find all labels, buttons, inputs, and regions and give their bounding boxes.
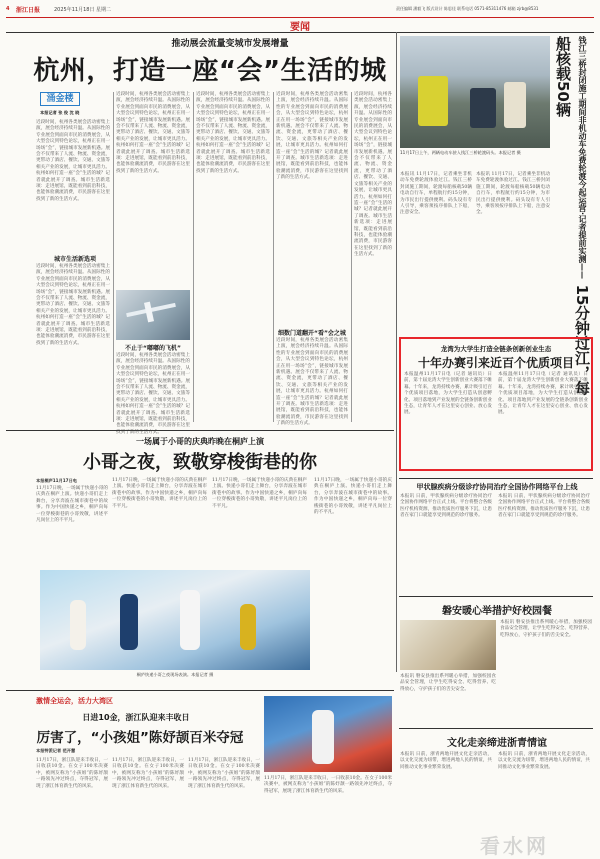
mid-body-col4: 11月17日晚，一场属于快递小哥的庆典在桐庐上演。快递小哥们走上舞台，分享奔波在城市街巷中的故事。作为中国快递之乡，桐庐向每一位穿梭街巷的小哥致敬，讲述平凡岗位上的不平凡。 bbox=[314, 478, 392, 516]
boxed-body-col1: 本报温州11月17日电（记者 通讯员）日前，第十届龙湾大学生创新创业大赛落下帷幕。十年来，龙湾持续办赛，累计吸引近百个优质项目落地，为大学生打造从创意孵化、项目落地到产业发展的全链条创新创业生态，让青年人才在这里安心创业、放心发展。 bbox=[404, 372, 492, 416]
culture-headline: 文化走亲缔进浙青情谊 bbox=[447, 738, 547, 749]
thyroid-body-col2: 本报讯 日前，甲状腺疾病分级诊疗协同治疗全国协作网络平台正式上线。平台将整合各级医疗机构资源，推动优质医疗服务下沉，让患者在家门口就能享受到规范的诊疗服务。 bbox=[498, 494, 590, 519]
mid-stage-photo bbox=[40, 570, 310, 670]
mid-body-col3: 11月17日晚，一场属于快递小哥的庆典在桐庐上演。快递小哥们走上舞台，分享奔波在城市街巷中的故事。作为中国快递之乡，桐庐向每一位穿梭街巷的小哥致敬，讲述平凡岗位上的不平凡。 bbox=[212, 478, 307, 509]
story1-col1: 近段时间，杭州各类展会活动密集上演，展会经济持续升温。从国际性的专业展会到面向市民的消费展会，从大型会议到特色论坛，杭州正在用一场场“会”，链接城市发展新机遇。展会不仅带来了人流、物流、资金流，更带动了酒店、餐饮、交通、文旅等相关产业的发展，让城市更具活力。杭州如何打造一座“会”生活的城？记者就此展开了调查。城市生活新选项：走进展馆，既能看到前沿科技，也能体验潮流消费，市民游客在这里找到了新的生活方式。 bbox=[36, 120, 110, 202]
story1-byline: 本报记者 张 俊 沈 晓 bbox=[40, 110, 80, 115]
mid-headline: 小哥之夜，致敬穿梭街巷的你 bbox=[83, 452, 317, 473]
badge-label: 涌金楼 bbox=[46, 94, 74, 104]
ferry-photo bbox=[400, 36, 550, 148]
column-badge bbox=[40, 92, 80, 106]
bottom-kicker bbox=[36, 696, 186, 706]
thyroid-body-col1: 本报讯 日前，甲状腺疾病分级诊疗协同治疗全国协作网络平台正式上线。平台将整合各级医疗机构资源，推动优质医疗服务下沉，让患者在家门口就能享受到规范的诊疗服务。 bbox=[400, 494, 492, 519]
section-title: 要闻 bbox=[290, 22, 310, 33]
mid-body-col2: 11月17日晚，一场属于快递小哥的庆典在桐庐上演。快递小哥们走上舞台，分享奔波在城市街巷中的故事。作为中国快递之乡，桐庐向每一位穿梭街巷的小哥致敬，讲述平凡岗位上的不平凡。 bbox=[112, 478, 207, 509]
boxed-headline: 十年办赛引来近百个优质项目 bbox=[417, 356, 574, 370]
ferry-caption: 11月17日上午，两辆电动车驶入钱江三桥轮渡码头。本报记者 摄 bbox=[400, 150, 521, 155]
story1-col2b: 近段时间，杭州各类展会活动密集上演，展会经济持续升温。从国际性的专业展会到面向市民的消费展会，从大型会议到特色论坛，杭州正在用一场场“会”，链接城市发展新机遇。展会不仅带来了人流、物流、资金流，更带动了酒店、餐饮、交通、文旅等相关产业的发展，让城市更具活力。杭州如何打造一座“会”生活的城？记者就此展开了调查。城市生活新选项：走进展馆，既能看到前沿科技，也能体验潮流消费，市民游客在这里找到了新的生活方式。 bbox=[116, 353, 190, 435]
mid-kicker: 一场属于小哥的庆典昨晚在桐庐上演 bbox=[136, 437, 264, 446]
story1-photo-expo bbox=[116, 290, 190, 340]
bottom-body-col3: 11月17日，浙江队迎来丰收日，一日收获10金。在女子100米决赛中，被网友称为“小孩姐”的陈妤颉一路领先冲过终点，夺得冠军，展现了浙江体育新生代的风采。 bbox=[188, 758, 260, 789]
story1-col4b: 近段时间，杭州各类展会活动密集上演，展会经济持续升温。从国际性的专业展会到面向市民的消费展会，从大型会议到特色论坛，杭州正在用一场场“会”，链接城市发展新机遇。展会不仅带来了人流、物流、资金流，更带动了酒店、餐饮、交通、文旅等相关产业的发展，让城市更具活力。杭州如何打造一座“会”生活的城？记者就此展开了调查。城市生活新选项：走进展馆，既能看到前沿科技，也能体验潮流消费，市民游客在这里找到了新的生活方式。 bbox=[276, 338, 348, 427]
boxed-kicker: 龙湾为大学生打造全链条创新创业生态 bbox=[440, 345, 552, 353]
panan-headline: 磐安暖心举措护好校园餐 bbox=[442, 606, 552, 617]
story1-kicker: 推动展会流量变城市发展增量 bbox=[171, 39, 289, 49]
bottom-body-col1: 11月17日，浙江队迎来丰收日，一日收获10金。在女子100米决赛中，被网友称为“小孩姐”的陈妤颉一路领先冲过终点，夺得冠军，展现了浙江体育新生代的风采。 bbox=[36, 758, 108, 789]
culture-body-col2: 本报讯 日前，浙青两地开展文化走亲活动，以文化交流为纽带，增进两地人民的情谊，共同推动文化事业繁荣发展。 bbox=[498, 752, 590, 770]
bottom-body-col4: 11月17日，浙江队迎来丰收日，一日收获10金。在女子100米决赛中，被网友称为“小孩姐”的陈妤颉一路领先冲过终点，夺得冠军，展现了浙江体育新生代的风采。 bbox=[264, 776, 392, 794]
ferry-body-col1: 本报讯 11月17日，记者乘坐非机动车免费轮渡体验过江。钱江三桥封闭施工期间，轮渡每船核载50辆电动自行车，单程航行约15分钟，为市民出行提供便利。码头设有专人引导，乘客须按序排队上下船，注意安全。 bbox=[400, 172, 472, 216]
story1-col3: 近段时间，杭州各类展会活动密集上演，展会经济持续升温。从国际性的专业展会到面向市民的消费展会，从大型会议到特色论坛，杭州正在用一场场“会”，链接城市发展新机遇。展会不仅带来了人流、物流、资金流，更带动了酒店、餐饮、交通、文旅等相关产业的发展，让城市更具活力。杭州如何打造一座“会”生活的城？记者就此展开了调查。城市生活新选项：走进展馆，既能看到前沿科技，也能体验潮流消费，市民游客在这里找到了新的生活方式。 bbox=[196, 92, 270, 174]
story1-headline: 杭州，打造一座“会”生活的城 bbox=[33, 56, 387, 86]
story1-col4: 近段时间，杭州各类展会活动密集上演，展会经济持续升温。从国际性的专业展会到面向市民的消费展会，从大型会议到特色论坛，杭州正在用一场场“会”，链接城市发展新机遇。展会不仅带来了人流、物流、资金流，更带动了酒店、餐饮、交通、文旅等相关产业的发展，让城市更具活力。杭州如何打造一座“会”生活的城？记者就此展开了调查。城市生活新选项：走进展馆，既能看到前沿科技，也能体验潮流消费，市民游客在这里找到了新的生活方式。 bbox=[276, 92, 348, 181]
story1-subhead2: 不止于“嘟嘟的飞机” bbox=[125, 345, 181, 352]
story1-col2: 近段时间，杭州各类展会活动密集上演，展会经济持续升温。从国际性的专业展会到面向市民的消费展会，从大型会议到特色论坛，杭州正在用一场场“会”，链接城市发展新机遇。展会不仅带来了人流、物流、资金流，更带动了酒店、餐饮、交通、文旅等相关产业的发展，让城市更具活力。杭州如何打造一座“会”生活的城？记者就此展开了调查。城市生活新选项：走进展馆，既能看到前沿科技，也能体验潮流消费，市民游客在这里找到了新的生活方式。 bbox=[116, 92, 190, 174]
ferry-body-col2: 本报讯 11月17日，记者乘坐非机动车免费轮渡体验过江。钱江三桥封闭施工期间，轮渡每船核载50辆电动自行车，单程航行约15分钟，为市民出行提供便利。码头设有专人引导，乘客须按序排队上下船，注意安全。 bbox=[476, 172, 550, 216]
panan-body-col2: 本报讯 磐安县推出系列暖心举措，加强校园食品安全管理，让学生吃得安全、吃得营养、吃得放心，守护孩子们的舌尖安全。 bbox=[500, 620, 592, 638]
mid-byline: 本报桐庐11月17日电 bbox=[36, 478, 77, 483]
mid-body-col1: 11月17日晚，一场属于快递小哥的庆典在桐庐上演。快递小哥们走上舞台，分享奔波在城市街巷中的故事。作为中国快递之乡，桐庐向每一位穿梭街巷的小哥致敬，讲述平凡岗位上的不平凡。 bbox=[36, 486, 108, 524]
story1-subhead1: 城市生活新选项 bbox=[53, 256, 96, 263]
thyroid-headline: 甲状腺疾病分级诊疗协同治疗全国协作网络平台上线 bbox=[416, 483, 578, 491]
page-header bbox=[6, 4, 594, 16]
bottom-byline: 本报特派记者 范开慧 bbox=[36, 748, 76, 753]
boxed-body-col2: 本报温州11月17日电（记者 通讯员）日前，第十届龙湾大学生创新创业大赛落下帷幕。十年来，龙湾持续办赛，累计吸引近百个优质项目落地，为大学生打造从创意孵化、项目落地到产业发展的全链条创新创业生态，让青年人才在这里安心创业、放心发展。 bbox=[498, 372, 588, 416]
mid-caption: 桐庐快递小哥之夜现场表演。本报记者 摄 bbox=[136, 672, 214, 677]
bottom-subkicker: 日进10金，浙江队迎来丰收日 bbox=[82, 713, 190, 722]
masthead-logo: 浙江日报 bbox=[16, 7, 41, 14]
bottom-headline: 厉害了，“小孩姐”陈妤颉百米夺冠 bbox=[36, 730, 244, 746]
bottom-body-col2: 11月17日，浙江队迎来丰收日，一日收获10金。在女子100米决赛中，被网友称为“小孩姐”的陈妤颉一路领先冲过终点，夺得冠军，展现了浙江体育新生代的风采。 bbox=[112, 758, 184, 789]
story1-col5: 近段时间，杭州各类展会活动密集上演，展会经济持续升温。从国际性的专业展会到面向市民的消费展会，从大型会议到特色论坛，杭州正在用一场场“会”，链接城市发展新机遇。展会不仅带来了人流、物流、资金流，更带动了酒店、餐饮、交通、文旅等相关产业的发展，让城市更具活力。杭州如何打造一座“会”生活的城？记者就此展开了调查。城市生活新选项：走进展馆，既能看到前沿科技，也能体验潮流消费，市民游客在这里找到了新的生活方式。 bbox=[354, 92, 392, 258]
editor-info: 责任编辑 潘毅飞 版式设计 陈思佳 联系电话 0571-85311476 邮箱 zjrb@8531 bbox=[396, 6, 539, 11]
issue-date: 2025年11月18日 星期二 bbox=[54, 7, 112, 13]
story1-subhead3: 细数门道翻开“看”会之城 bbox=[278, 330, 346, 337]
page-number: 4 bbox=[6, 6, 10, 12]
bottom-kicker-text: 激情全运会，活力大湾区 bbox=[36, 697, 113, 705]
sprint-photo bbox=[264, 696, 392, 772]
ferry-vertical-kicker: 钱江三桥封闭施工期间非机动车免费轮渡今起运营·记者提前实测—— bbox=[578, 36, 587, 280]
panan-photo bbox=[400, 620, 496, 670]
ferry-vertical-title: 15分钟过江，每船核载50辆 bbox=[554, 36, 591, 396]
site-watermark: 看水网 bbox=[480, 834, 549, 858]
panan-body-col1: 本报讯 磐安县推出系列暖心举措，加强校园食品安全管理，让学生吃得安全、吃得营养、吃得放心，守护孩子们的舌尖安全。 bbox=[400, 674, 496, 692]
story1-col1b: 近段时间，杭州各类展会活动密集上演，展会经济持续升温。从国际性的专业展会到面向市民的消费展会，从大型会议到特色论坛，杭州正在用一场场“会”，链接城市发展新机遇。展会不仅带来了人流、物流、资金流，更带动了酒店、餐饮、交通、文旅等相关产业的发展，让城市更具活力。杭州如何打造一座“会”生活的城？记者就此展开了调查。城市生活新选项：走进展馆，既能看到前沿科技，也能体验潮流消费，市民游客在这里找到了新的生活方式。 bbox=[36, 264, 110, 346]
culture-body-col1: 本报讯 日前，浙青两地开展文化走亲活动，以文化交流为纽带，增进两地人民的情谊，共同推动文化事业繁荣发展。 bbox=[400, 752, 492, 770]
